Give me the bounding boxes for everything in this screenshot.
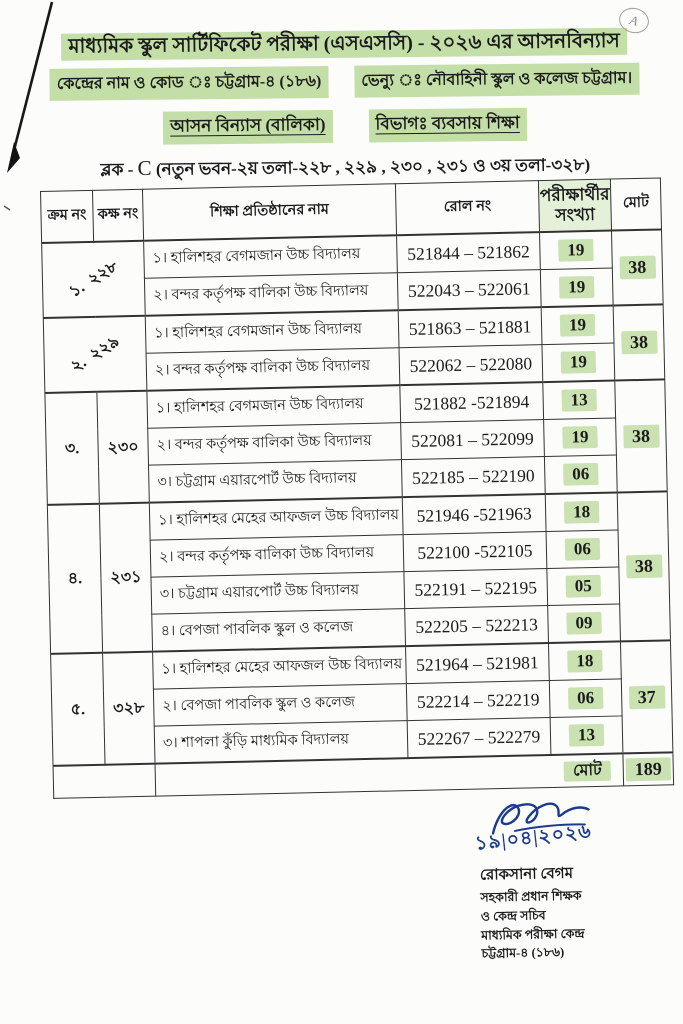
signatory-role-line-4: চট্টগ্রাম-৪ (১৮৬) bbox=[481, 945, 565, 961]
roll-range-cell: 521882 -521894 bbox=[400, 382, 544, 423]
group-total-cell: 38 bbox=[617, 491, 670, 641]
group-total-cell: 38 bbox=[615, 379, 667, 492]
roll-range-cell: 522205 – 522213 bbox=[405, 606, 549, 647]
institution-cell: ২। বন্দর কর্তৃপক্ষ বালিকা উচ্চ বিদ্যালয় bbox=[144, 273, 398, 316]
roll-range-cell: 522100 -522105 bbox=[403, 532, 547, 572]
grand-total-empty-cell bbox=[53, 764, 156, 799]
seat-plan-label: আসন বিন্যাস (বালিকা) bbox=[163, 110, 333, 145]
examinee-count-cell: 13 bbox=[550, 716, 623, 755]
signature-block bbox=[446, 794, 674, 965]
institution-cell: ৪। বেপজা পাবলিক স্কুল ও কলেজ bbox=[152, 609, 406, 652]
column-header-roll: রোল নং bbox=[395, 181, 539, 236]
examinee-count-cell: 19 bbox=[544, 418, 617, 457]
room-cell: ২৩০ bbox=[97, 391, 149, 504]
serial-cell: ৫. bbox=[51, 653, 105, 766]
serial-room-cell: ২. ২২৯ bbox=[43, 316, 147, 393]
column-header-room: কক্ষ নং bbox=[92, 189, 143, 242]
roll-range-cell: 522081 – 522099 bbox=[401, 420, 545, 460]
seating-table bbox=[40, 177, 674, 798]
signature-date: ১৯|০৪|২০২৬ bbox=[473, 821, 593, 855]
roll-range-cell: 522214 – 522219 bbox=[406, 681, 550, 721]
examinee-count-cell: 19 bbox=[540, 268, 613, 307]
seating-table-body bbox=[42, 229, 673, 765]
institution-cell: ১। হালিশহর বেগমজান উচ্চ বিদ্যালয় bbox=[144, 235, 398, 278]
examinee-count-cell: 19 bbox=[542, 343, 615, 382]
signatory-role-line-1: সহকারী প্রধান শিক্ষক bbox=[480, 888, 582, 905]
group-total-cell: 37 bbox=[620, 640, 672, 753]
group-total-cell: 38 bbox=[611, 229, 663, 305]
examinee-count-cell: 18 bbox=[545, 492, 618, 531]
grand-total-value-cell: 189 bbox=[623, 752, 674, 786]
examinee-count-cell: 19 bbox=[540, 231, 613, 270]
column-header-serial: ক্রম নং bbox=[41, 190, 94, 243]
examinee-count-cell: 06 bbox=[549, 679, 622, 718]
room-cell: ৩২৮ bbox=[103, 652, 155, 765]
institution-cell: ১। হালিশহর মেহের আফজল উচ্চ বিদ্যালয় bbox=[153, 646, 407, 689]
institution-cell: ২। বন্দর কর্তৃপক্ষ বালিকা উচ্চ বিদ্যালয় bbox=[146, 348, 400, 391]
corner-annotation-mark: A bbox=[616, 5, 651, 37]
block-line: ব্লক - C (নতুন ভবন-২য় তলা-২২৮ , ২২৯ , ২৩০ , ২৩১ ও ৩য় তলা-৩২৮) bbox=[100, 155, 591, 180]
seatplan-division-line bbox=[37, 107, 653, 146]
serial-cell: ৪. bbox=[47, 504, 102, 654]
roll-range-cell: 522191 – 522195 bbox=[404, 569, 548, 609]
column-header-institution: শিক্ষা প্রতিষ্ঠানের নাম bbox=[142, 184, 396, 241]
center-venue-line bbox=[36, 63, 652, 101]
division-label: বিভাগঃ ব্যবসায় শিক্ষা bbox=[368, 108, 527, 143]
roll-range-cell: 521964 – 521981 bbox=[406, 643, 550, 684]
examinee-count-cell: 06 bbox=[546, 530, 619, 569]
signatory-role-line-2: ও কেন্দ্র সচিব bbox=[480, 908, 546, 924]
signatory-role-line-3: মাধ্যমিক পরীক্ষা কেন্দ্র bbox=[481, 926, 585, 943]
room-cell: ২৩১ bbox=[99, 503, 152, 653]
examinee-count-cell: 19 bbox=[541, 306, 614, 345]
institution-cell: ২। বন্দর কর্তৃপক্ষ বালিকা উচ্চ বিদ্যালয় bbox=[148, 423, 402, 466]
block-letter: C bbox=[137, 155, 152, 180]
roll-range-cell: 522062 – 522080 bbox=[399, 345, 543, 386]
institution-cell: ১। হালিশহর বেগমজান উচ্চ বিদ্যালয় bbox=[145, 310, 399, 353]
signatory-name: রোকসানা বেগম bbox=[479, 865, 574, 884]
center-name-code: কেন্দ্রের নাম ও কোড ঃ চট্টগ্রাম-৪ (১৮৬) bbox=[50, 66, 329, 101]
roll-range-cell: 521844 – 521862 bbox=[397, 232, 541, 273]
seating-table-wrap bbox=[40, 177, 674, 798]
institution-cell: ৩। চট্টগ্রাম এয়ারপোর্ট উচ্চ বিদ্যালয় bbox=[151, 572, 405, 615]
examinee-count-cell: 18 bbox=[548, 641, 621, 680]
examinee-count-cell: 05 bbox=[547, 567, 620, 606]
serial-cell: ৩. bbox=[45, 392, 99, 505]
column-header-examinee-count: পরীক্ষার্থীর সংখ্যা bbox=[538, 179, 611, 232]
roll-range-cell: 522185 – 522190 bbox=[401, 457, 545, 498]
institution-cell: ২। বেপজা পাবলিক স্কুল ও কলেজ bbox=[153, 684, 407, 727]
roll-range-cell: 522267 – 522279 bbox=[407, 717, 551, 758]
institution-cell: ১। হালিশহর মেহের আফজল উচ্চ বিদ্যালয় bbox=[149, 497, 403, 540]
institution-cell: ১। হালিশহর বেগমজান উচ্চ বিদ্যালয় bbox=[147, 385, 401, 428]
examinee-count-cell: 06 bbox=[544, 455, 617, 494]
serial-room-cell: ১. ২২৮ bbox=[42, 241, 146, 318]
roll-range-cell: 521946 -521963 bbox=[402, 494, 546, 535]
institution-cell: ৩। শাপলা কুঁড়ি মাধ্যমিক বিদ্যালয় bbox=[154, 721, 408, 764]
examinee-count-cell: 13 bbox=[543, 381, 616, 420]
roll-range-cell: 521863 – 521881 bbox=[398, 307, 542, 348]
roll-range-cell: 522043 – 522061 bbox=[397, 270, 541, 311]
venue-name: ভেন্যু ঃ নৌবাহিনী স্কুল ও কলেজ চট্টগ্রাম। bbox=[354, 63, 639, 98]
page-title: মাধ্যমিক স্কুল সার্টিফিকেট পরীক্ষা (এসএসসি) - ২০২৬ এর আসনবিন্যাস bbox=[36, 28, 652, 60]
document-header bbox=[36, 28, 654, 186]
column-header-total: মোট bbox=[610, 178, 661, 231]
institution-cell: ২। বন্দর কর্তৃপক্ষ বালিকা উচ্চ বিদ্যালয় bbox=[150, 535, 404, 578]
institution-cell: ৩। চট্টগ্রাম এয়ারপোর্ট উচ্চ বিদ্যালয় bbox=[149, 460, 403, 503]
grand-total-label-cell: মোট bbox=[155, 753, 624, 796]
examinee-count-cell: 09 bbox=[548, 604, 621, 643]
group-total-cell: 38 bbox=[613, 304, 665, 380]
